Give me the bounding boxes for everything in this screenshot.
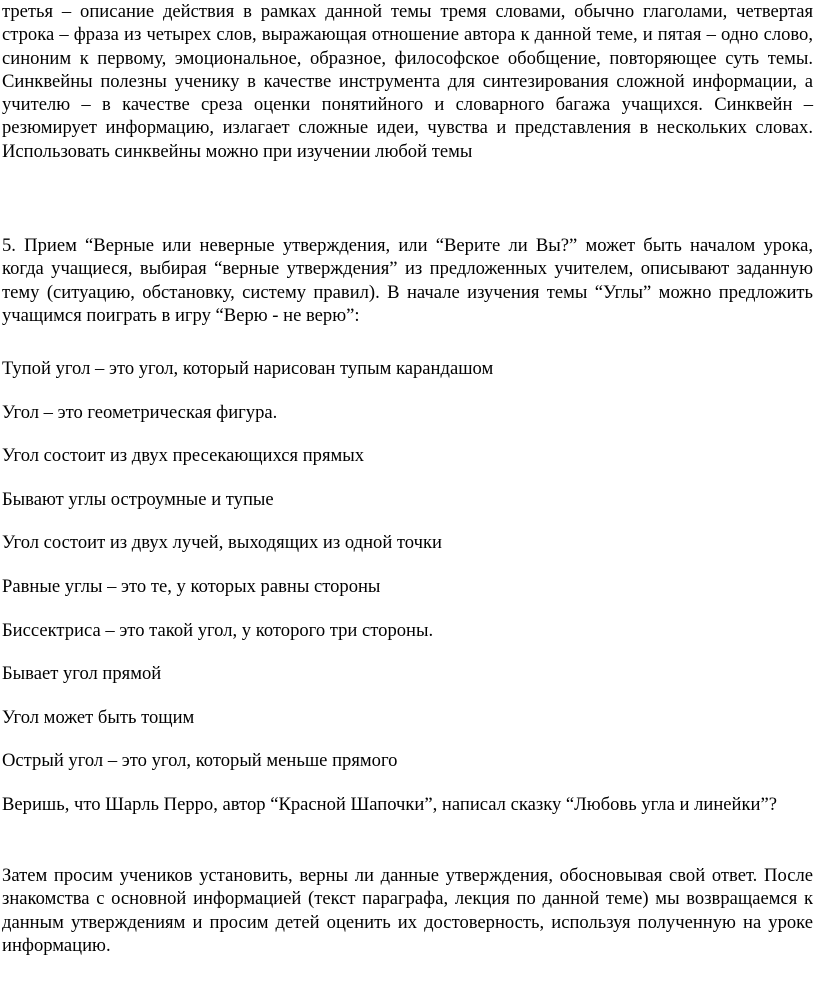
- statement-3: Угол состоит из двух пресекающихся прямых: [2, 445, 365, 466]
- perrault-question: Веришь, что Шарль Перро, автор “Красной Шапочки”, написал сказку “Любовь угла и линейки”?: [2, 794, 777, 815]
- statement-7: Биссектриса – это такой угол, у которого три стороны.: [2, 620, 434, 641]
- statement-8: Бывает угол прямой: [2, 663, 162, 684]
- statement-10: Острый угол – это угол, который меньше прямого: [2, 750, 398, 771]
- statement-6: Равные углы – это те, у которых равны стороны: [2, 576, 381, 597]
- closing-paragraph: Затем просим учеников установить, верны ли данные утверждения, обосновывая свой ответ. После знакомства с основной информацией (текст параграфа, лекция по данной теме) мы возвращаемся к данным утверждениям и просим детей оценить их достоверность, используя полученную на уроке информацию.: [2, 865, 813, 956]
- statement-1: Тупой угол – это угол, который нарисован тупым карандашом: [2, 358, 494, 379]
- intro-paragraph: третья – описание действия в рамках данной темы тремя словами, обычно глаголами, четвертая строка – фраза из четырех слов, выражающая отношение автора к данной теме, и пятая – одно слово, синоним к первому, эмоциональное, образное, философское обобщение, повторяющее суть темы. Синквейны полезны ученику в качестве инструмента для синтезирования сложной информации, а учителю – в качестве среза оценки понятийного и словарного багажа учащихся. Синквейн – резюмирует информацию, излагает сложные идеи, чувства и представления в нескольких словах. Использовать синквейны можно при изучении любой темы: [2, 1, 813, 162]
- statement-9: Угол может быть тощим: [2, 707, 195, 728]
- statement-5: Угол состоит из двух лучей, выходящих из одной точки: [2, 532, 442, 553]
- statement-2: Угол – это геометрическая фигура.: [2, 402, 278, 423]
- method-paragraph: 5. Прием “Верные или неверные утверждения, или “Верите ли Вы?” может быть началом урока, когда учащиеся, выбирая “верные утверждения” из предложенных учителем, описывают заданную тему (ситуацию, обстановку, систему правил). В начале изучения темы “Углы” можно предложить учащимся поиграть в игру “Верю - не верю”:: [2, 235, 813, 326]
- statement-4: Бывают углы остроумные и тупые: [2, 489, 274, 510]
